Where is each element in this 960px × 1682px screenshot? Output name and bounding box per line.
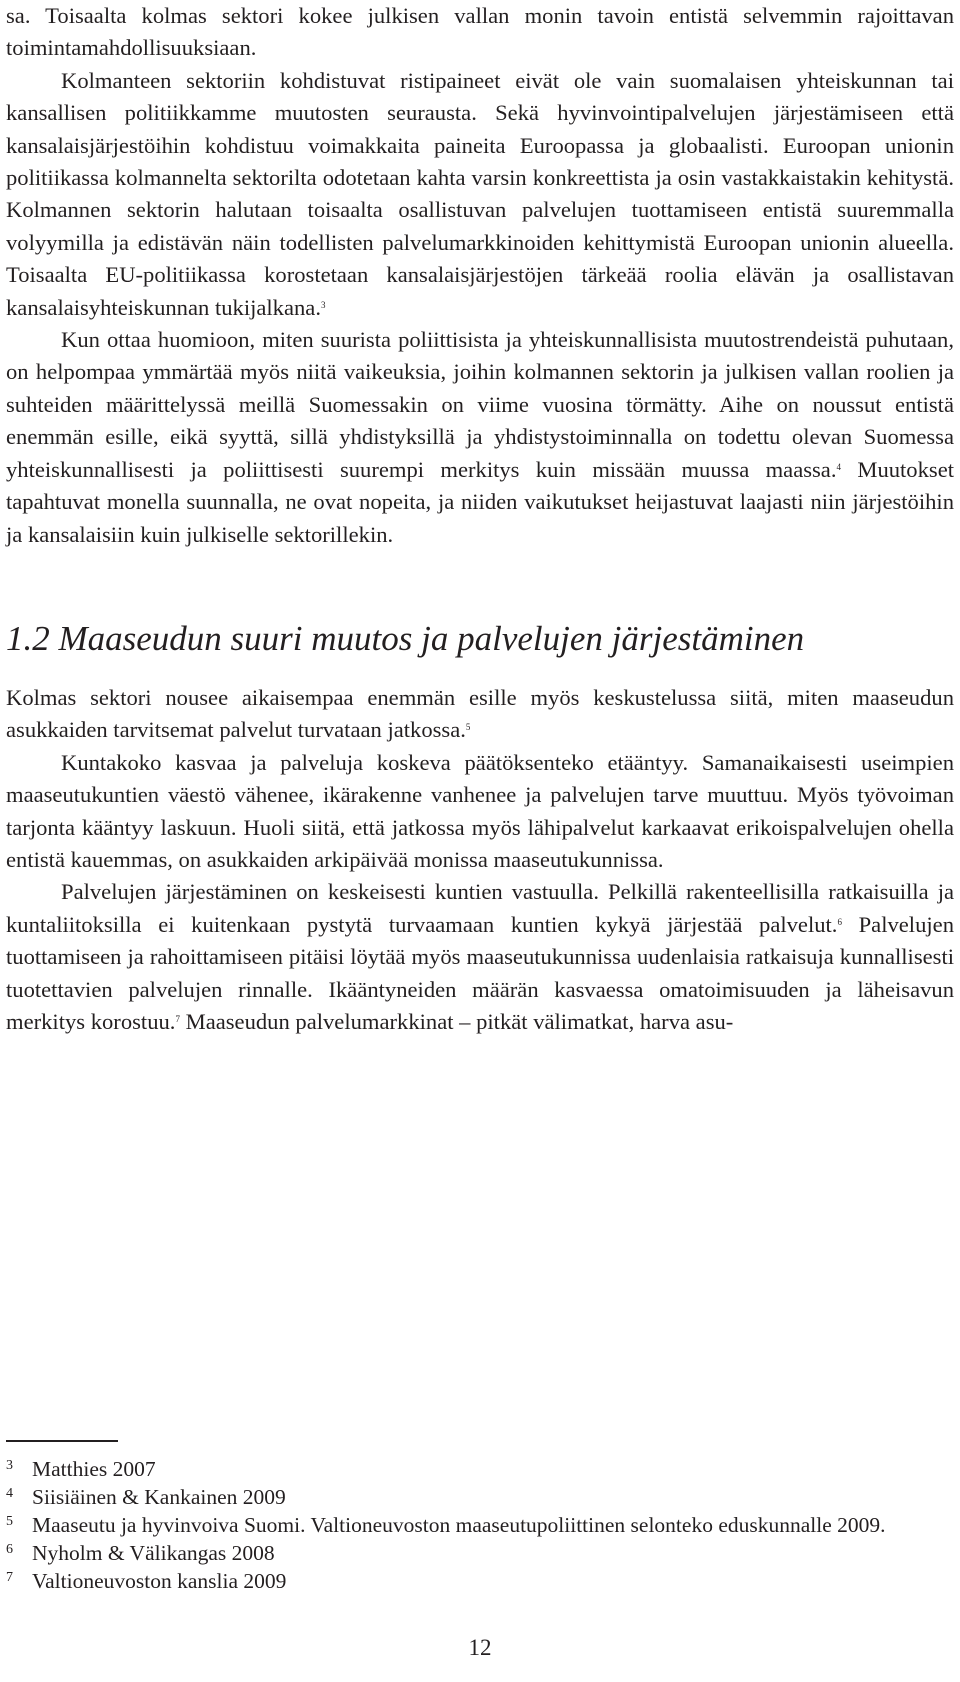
paragraph bbox=[6, 682, 954, 747]
paragraph-text: Kolmas sektori nousee aikaisempaa enemmän esille myös keskustelussa siitä, miten maaseudun asukkaiden tarvitsemat palvelut turvataan jatkossa. bbox=[6, 684, 954, 743]
footnote-number: 3 bbox=[6, 1458, 13, 1473]
paragraph-text: Kuntakoko kasvaa ja palveluja koskeva päätöksenteko etääntyy. Samanaikaisesti useimpien maaseutukuntien väestö vähenee, ikärakenne vanhenee ja palvelujen tarve muuttuu. Myös työvoiman tarjonta kääntyy laskuun. Huoli siitä, että jatkossa myös lähipalvelut karkaavat erikoispalvelujen ohella entistä kauemmas, on asukkaiden arkipäivää monissa maaseutukunnissa. bbox=[6, 749, 954, 872]
footnote-divider bbox=[6, 1440, 118, 1442]
paragraph-text: Kolmanteen sektoriin kohdistuvat ristipaineet eivät ole vain suomalaisen yhteiskunnan tai kansallisen politiikkamme muutosten seurausta. Sekä hyvinvointipalvelujen järjestämiseen että kansalaisjärjestöihin kohdistuu voimakkaita paineita Euroopassa ja globaalisti. Euroopan unionin politiikassa kolmannelta sektorilta odotetaan kahta varsin konkreettista ja osin vastakkaistakin kehitystä. Kolmannen sektorin halutaan toisaalta osallistuvan palvelujen tuottamiseen entistä suuremmalla volyymilla ja edistävän näin todellisten palvelumarkkinoiden kehittymistä Euroopan unionin alueella. Toisaalta EU-politiikassa korostetaan kansalaisjärjestöjen tärkeää roolia elävän ja osallistavan kansalaisyhteiskunnan tukijalkana. bbox=[6, 67, 954, 320]
footnote-text: Nyholm & Välikangas 2008 bbox=[32, 1541, 275, 1565]
paragraph bbox=[6, 0, 954, 65]
footnote-reference: 5 bbox=[465, 722, 471, 733]
footnote-reference: 4 bbox=[836, 461, 841, 472]
body-text-top bbox=[6, 0, 954, 551]
footnotes bbox=[6, 1455, 954, 1595]
footnote-text: Maaseutu ja hyvinvoiva Suomi. Valtioneuvoston maaseutupoliittinen selonteko eduskunnalle 2009. bbox=[32, 1513, 886, 1537]
body-text-section bbox=[6, 682, 954, 1038]
paragraph bbox=[6, 876, 954, 1038]
page-number: 12 bbox=[468, 1635, 492, 1660]
paragraph-text: Muutokset tapahtuvat monella suunnalla, ne ovat nopeita, ja niiden vaikutukset heijastuvat laajasti niin järjestöihin ja kansalaisiin kuin julkiselle sektorillekin. bbox=[6, 456, 955, 547]
paragraph bbox=[6, 324, 954, 551]
paragraph bbox=[6, 747, 954, 877]
footnote bbox=[6, 1567, 954, 1595]
footnote-number: 5 bbox=[6, 1514, 13, 1529]
footnote-number: 6 bbox=[6, 1542, 13, 1557]
footnote-text: Matthies 2007 bbox=[32, 1457, 156, 1481]
footnote-number: 7 bbox=[6, 1570, 13, 1585]
paragraph-text: Maaseudun palvelumarkkinat – pitkät välimatkat, harva asu- bbox=[179, 1008, 734, 1034]
paragraph-text: Kun ottaa huomioon, miten suurista poliittisista ja yhteiskunnallisista muutostrendeistä puhutaan, on helpompaa ymmärtää myös niitä vaikeuksia, joihin kolmannen sektorin ja julkisen vallan roolien ja suhteiden määrittelyssä meillä Suomessakin on viime vuosina törmätty. Aihe on noussut entistä enemmän esille, eikä syyttä, sillä yhdistyksillä ja yhdistystoiminnalla on todettu olevan Suomessa yhteiskunnallisesti ja poliittisesti suurempi merkitys kuin missään muussa maassa. bbox=[6, 327, 954, 482]
footnote-number: 4 bbox=[6, 1486, 13, 1501]
paragraph-text: Palvelujen tuottamiseen ja rahoittamiseen pitäisi löytää myös maaseutukunnissa uudenlaisia ratkaisuja kunnallisesti tuotettavien palvelujen rinnalle. Ikääntyneiden määrän kasvaessa omatoimisuuden ja läheisavun merkitys korostuu. bbox=[6, 911, 954, 1034]
page-body bbox=[6, 0, 954, 1038]
footnote-text: Valtioneuvoston kanslia 2009 bbox=[32, 1569, 287, 1593]
footnote-reference: 7 bbox=[175, 1013, 180, 1024]
footnote-reference: 6 bbox=[837, 916, 842, 927]
footnote bbox=[6, 1511, 954, 1539]
paragraph-text: Palvelujen järjestäminen on keskeisesti kuntien vastuulla. Pelkillä rakenteellisilla ratkaisuilla ja kuntaliitoksilla ei kuitenkaan pystytä turvaamaan kuntien kykyä järjestää palvelut. bbox=[6, 879, 954, 937]
footnote bbox=[6, 1539, 954, 1567]
paragraph-text: sa. Toisaalta kolmas sektori kokee julkisen vallan monin tavoin entistä selvemmin rajoittavan toimintamahdollisuuksiaan. bbox=[6, 3, 954, 61]
footnote bbox=[6, 1455, 954, 1483]
footnote-text: Siisiäinen & Kankainen 2009 bbox=[32, 1485, 286, 1509]
paragraph bbox=[6, 65, 954, 324]
section-heading: 1.2 Maaseudun suuri muutos ja palvelujen järjestäminen bbox=[6, 618, 805, 658]
footnote-reference: 3 bbox=[320, 299, 326, 310]
footnote bbox=[6, 1483, 954, 1511]
